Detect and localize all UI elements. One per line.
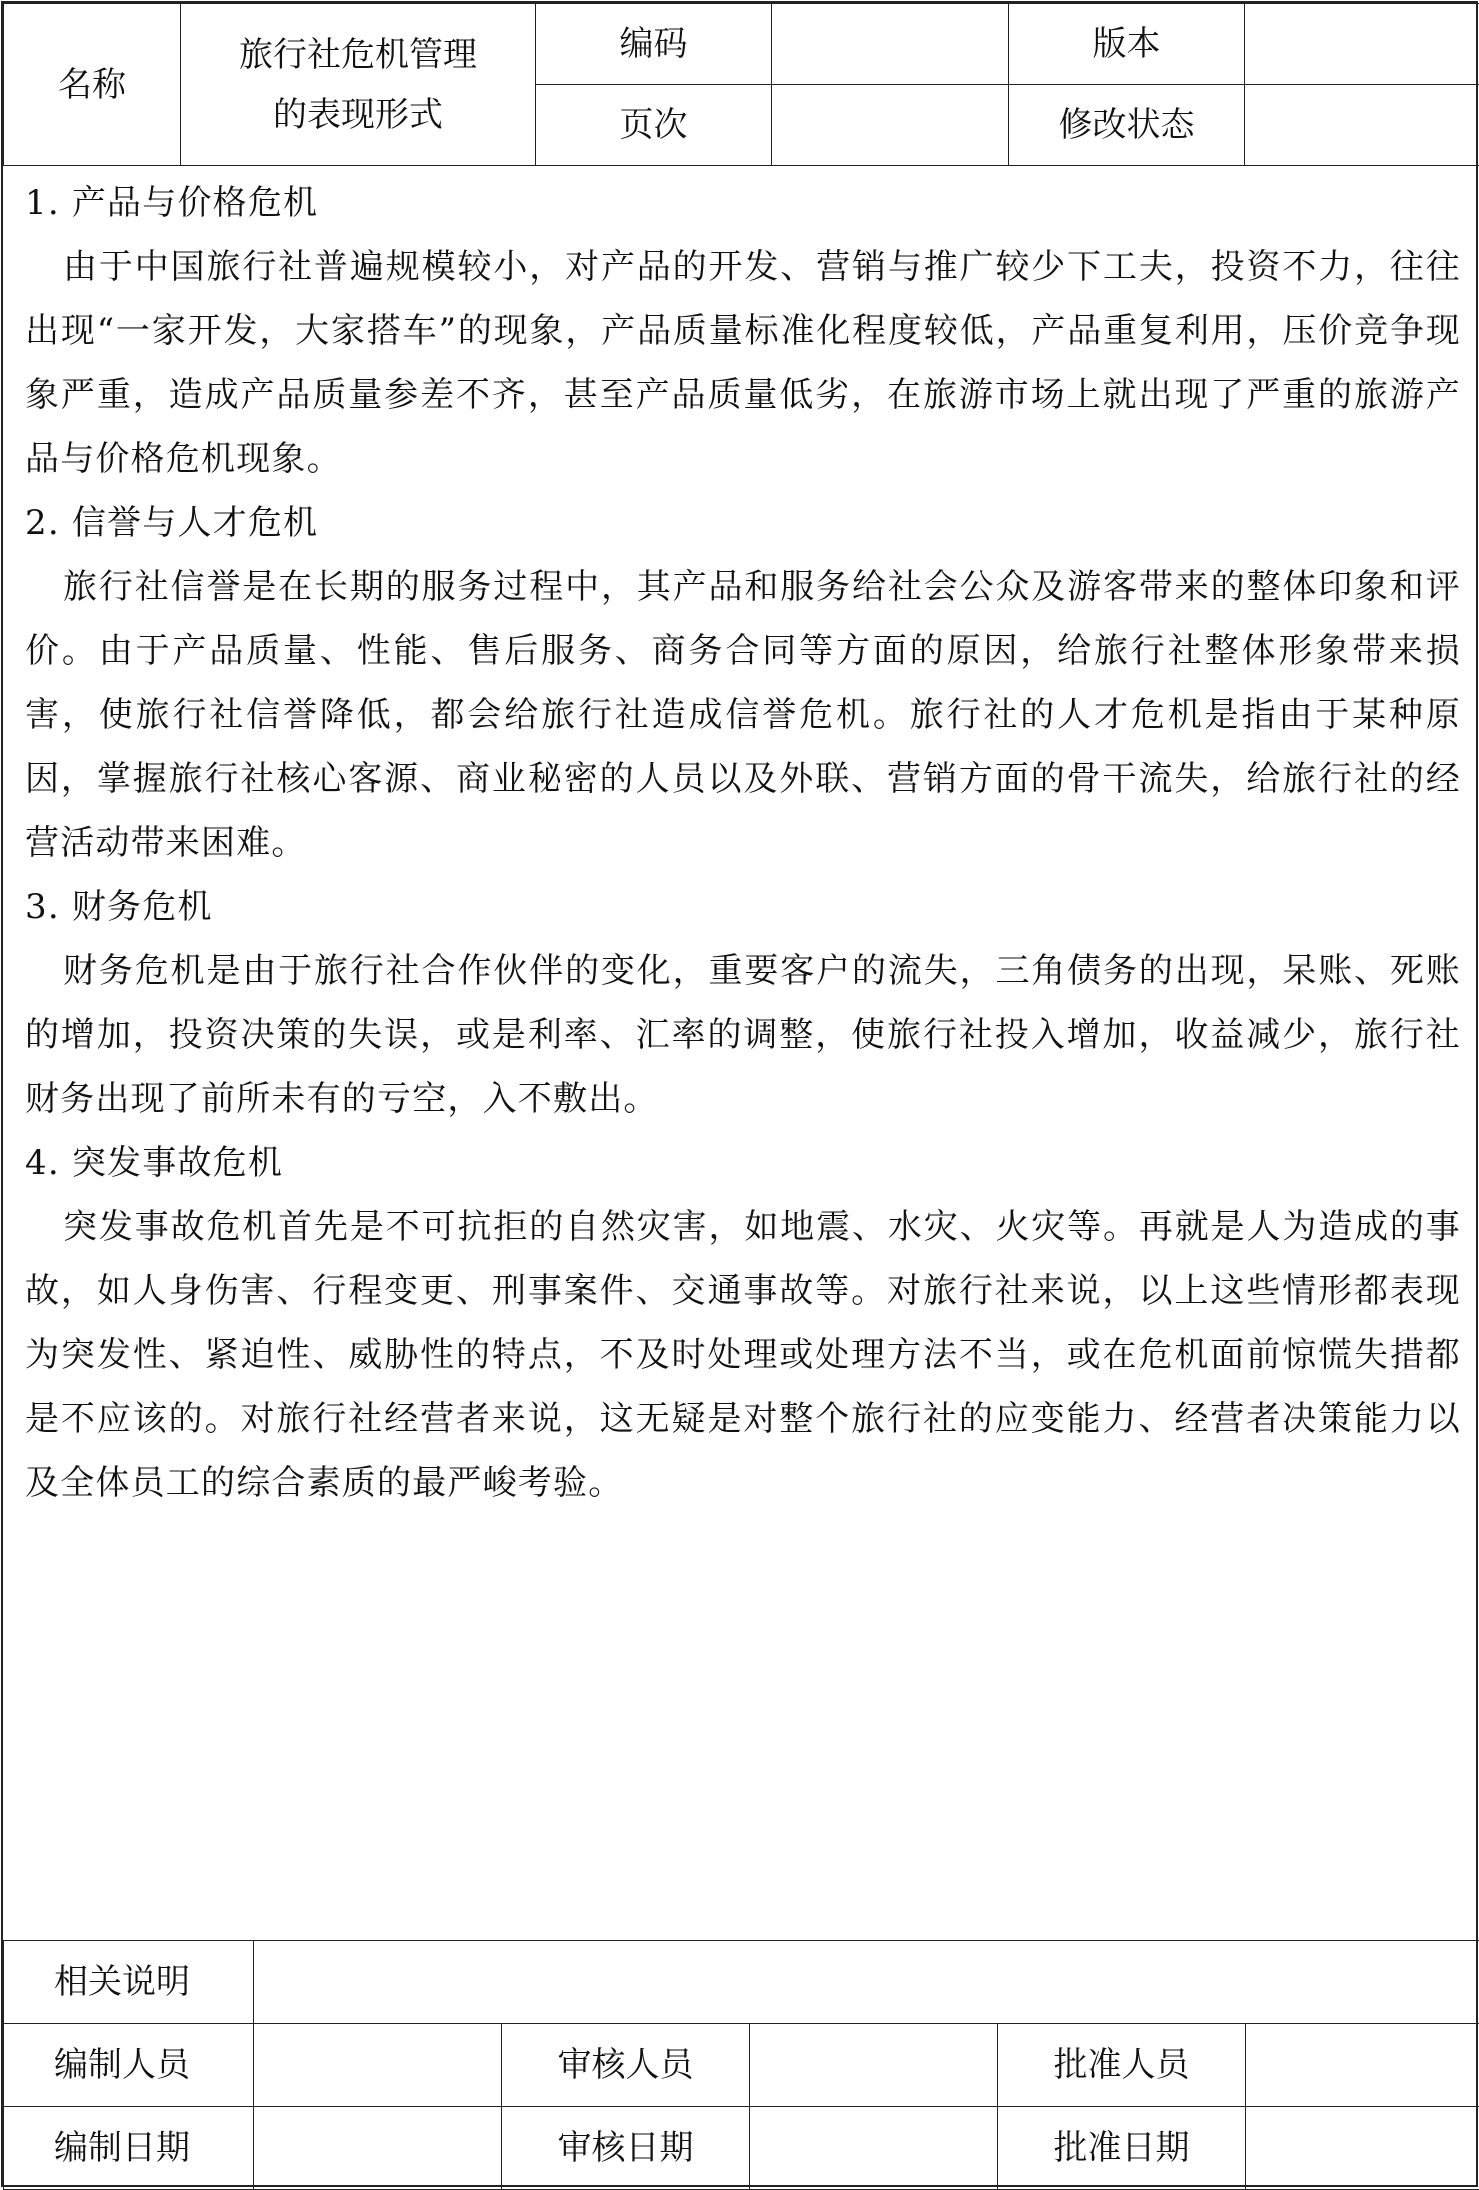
approved-date-value[interactable] — [1246, 2107, 1479, 2190]
section-body-3: 财务危机是由于旅行社合作伙伴的变化，重要客户的流失，三角债务的出现，呆账、死账的增加，投资决策的失误，或是利率、汇率的调整，使旅行社投入增加，收益减少，旅行社财务出现了前所未有的亏空，入不敷出。 — [25, 939, 1461, 1131]
code-value[interactable] — [772, 4, 1009, 85]
footer-table — [3, 1940, 1479, 2190]
section-body-1: 由于中国旅行社普遍规模较小，对产品的开发、营销与推广较少下工夫，投资不力，往往出现“一家开发，大家搭车”的现象，产品质量标准化程度较低，产品重复利用，压价竞争现象严重，造成产品质量参差不齐，甚至产品质量低劣，在旅游市场上就出现了严重的旅游产品与价格危机现象。 — [25, 235, 1461, 491]
header-table — [3, 3, 1479, 166]
revision-label: 修改状态 — [1009, 85, 1245, 166]
name-label: 名称 — [4, 4, 181, 166]
approved-by-value[interactable] — [1246, 2024, 1479, 2107]
approved-by-label: 批准人员 — [998, 2024, 1246, 2107]
prepared-date-label: 编制日期 — [4, 2107, 254, 2190]
reviewed-date-label: 审核日期 — [502, 2107, 750, 2190]
notes-value[interactable] — [254, 1941, 1479, 2024]
code-label: 编码 — [536, 4, 772, 85]
reviewed-date-value[interactable] — [750, 2107, 998, 2190]
name-value: 旅行社危机管理的表现形式 — [181, 4, 536, 166]
body-content — [25, 171, 1461, 1515]
notes-label: 相关说明 — [4, 1941, 254, 2024]
document-frame — [1, 1, 1478, 2187]
revision-value[interactable] — [1245, 85, 1479, 166]
reviewed-by-value[interactable] — [750, 2024, 998, 2107]
section-body-2: 旅行社信誉是在长期的服务过程中，其产品和服务给社会公众及游客带来的整体印象和评价。由于产品质量、性能、售后服务、商务合同等方面的原因，给旅行社整体形象带来损害，使旅行社信誉降低，都会给旅行社造成信誉危机。旅行社的人才危机是指由于某种原因，掌握旅行社核心客源、商业秘密的人员以及外联、营销方面的骨干流失，给旅行社的经营活动带来困难。 — [25, 555, 1461, 875]
prepared-date-value[interactable] — [254, 2107, 502, 2190]
prepared-by-value[interactable] — [254, 2024, 502, 2107]
version-label: 版本 — [1009, 4, 1245, 85]
section-heading-4: 4. 突发事故危机 — [25, 1131, 1461, 1195]
section-heading-3: 3. 财务危机 — [25, 875, 1461, 939]
page-value[interactable] — [772, 85, 1009, 166]
section-body-4: 突发事故危机首先是不可抗拒的自然灾害，如地震、水灾、火灾等。再就是人为造成的事故，如人身伤害、行程变更、刑事案件、交通事故等。对旅行社来说，以上这些情形都表现为突发性、紧迫性、威胁性的特点，不及时处理或处理方法不当，或在危机面前惊慌失措都是不应该的。对旅行社经营者来说，这无疑是对整个旅行社的应变能力、经营者决策能力以及全体员工的综合素质的最严峻考验。 — [25, 1195, 1461, 1515]
approved-date-label: 批准日期 — [998, 2107, 1246, 2190]
page-label: 页次 — [536, 85, 772, 166]
prepared-by-label: 编制人员 — [4, 2024, 254, 2107]
version-value[interactable] — [1245, 4, 1479, 85]
section-heading-2: 2. 信誉与人才危机 — [25, 491, 1461, 555]
reviewed-by-label: 审核人员 — [502, 2024, 750, 2107]
section-heading-1: 1. 产品与价格危机 — [25, 171, 1461, 235]
